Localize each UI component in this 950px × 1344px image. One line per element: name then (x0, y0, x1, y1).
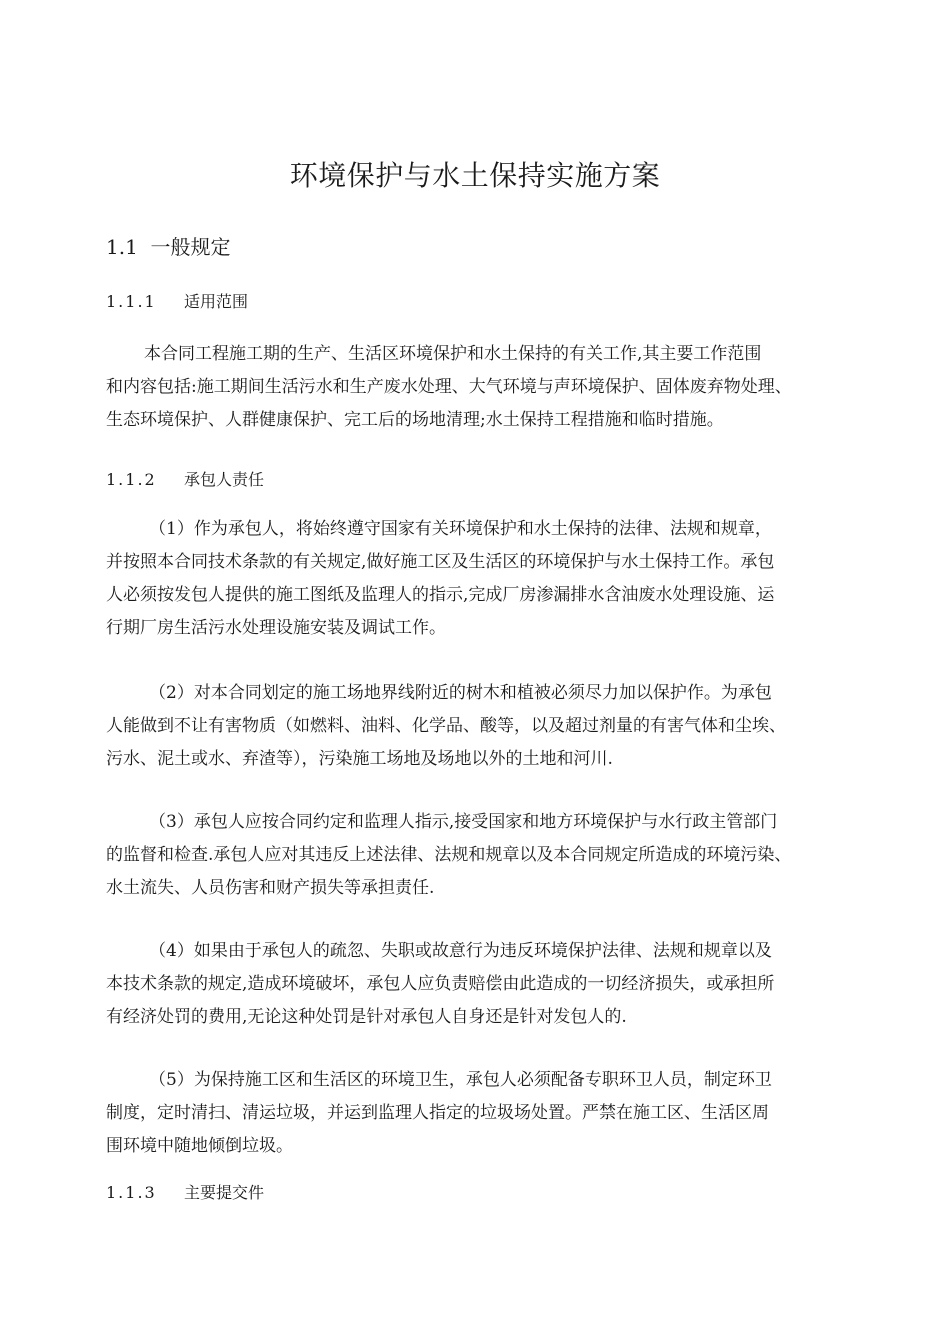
paragraph-item-3 (106, 806, 876, 905)
subsection-title: 适用范围 (184, 292, 249, 311)
paragraph-line: 水土流失、人员伤害和财产损失等承担责任. (106, 878, 435, 898)
subsection-title: 主要提交件 (184, 1183, 265, 1202)
paragraph-line: （1）作为承包人，将始终遵守国家有关环境保护和水土保持的法律、法规和规章， (149, 519, 772, 539)
paragraph-item-1 (106, 513, 876, 645)
paragraph-item-5 (106, 1064, 876, 1163)
paragraph-line: （5）为保持施工区和生活区的环境卫生，承包人必须配备专职环卫人员，制定环卫 (149, 1070, 772, 1090)
subsection-number: 1.1.1 (106, 292, 157, 311)
paragraph-scope (106, 338, 876, 437)
paragraph-line: 本合同工程施工期的生产、生活区环境保护和水土保持的有关工作,其主要工作范围 (144, 344, 762, 364)
subsection-title: 承包人责任 (184, 470, 265, 489)
paragraph-line: （4）如果由于承包人的疏忽、失职或故意行为违反环境保护法律、法规和规章以及 (149, 941, 772, 961)
paragraph-line: 本技术条款的规定,造成环境破坏，承包人应负责赔偿由此造成的一切经济损失，或承担所 (106, 974, 775, 994)
subsection-heading-1-1-1 (106, 289, 248, 315)
section-title: 一般规定 (150, 235, 231, 259)
paragraph-line: 围环境中随地倾倒垃圾。 (106, 1136, 293, 1156)
paragraph-item-2 (106, 677, 876, 776)
paragraph-line: 生态环境保护、人群健康保护、完工后的场地清理;水土保持工程措施和临时措施。 (106, 410, 724, 430)
document-title: 环境保护与水土保持实施方案 (289, 159, 661, 192)
paragraph-line: 有经济处罚的费用,无论这种处罚是针对承包人自身还是针对发包人的. (106, 1007, 627, 1027)
paragraph-line: 和内容包括:施工期间生活污水和生产废水处理、大气环境与声环境保护、固体废弃物处理、 (106, 377, 792, 397)
subsection-number: 1.1.3 (106, 1183, 157, 1202)
paragraph-line: 行期厂房生活污水处理设施安装及调试工作。 (106, 618, 446, 638)
paragraph-line: 人必须按发包人提供的施工图纸及监理人的指示,完成厂房渗漏排水含油废水处理设施、运 (106, 585, 775, 605)
paragraph-line: （2）对本合同划定的施工场地界线附近的树木和植被必须尽力加以保护作。为承包 (149, 683, 772, 703)
paragraph-item-4 (106, 935, 876, 1034)
section-heading (106, 232, 231, 262)
paragraph-line: 人能做到不让有害物质（如燃料、油料、化学品、酸等，以及超过剂量的有害气体和尘埃、 (106, 716, 786, 736)
paragraph-line: （3）承包人应按合同约定和监理人指示,接受国家和地方环境保护与水行政主管部门 (149, 812, 778, 832)
subsection-number: 1.1.2 (106, 470, 157, 489)
paragraph-line: 并按照本合同技术条款的有关规定,做好施工区及生活区的环境保护与水土保持工作。承包 (106, 552, 775, 572)
subsection-heading-1-1-3 (106, 1180, 264, 1206)
paragraph-line: 的监督和检查.承包人应对其违反上述法律、法规和规章以及本合同规定所造成的环境污染、 (106, 845, 792, 865)
section-number: 1.1 (106, 235, 138, 259)
paragraph-line: 制度，定时清扫、清运垃圾，并运到监理人指定的垃圾场处置。严禁在施工区、生活区周 (106, 1103, 769, 1123)
subsection-heading-1-1-2 (106, 467, 264, 493)
paragraph-line: 污水、泥土或水、弃渣等），污染施工场地及场地以外的土地和河川. (106, 749, 613, 769)
